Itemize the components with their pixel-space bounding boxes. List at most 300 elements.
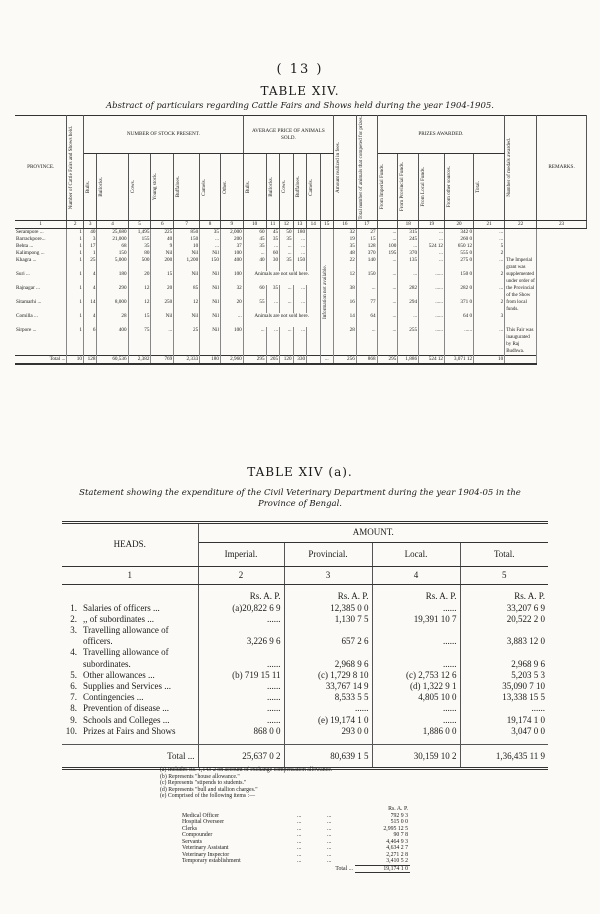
cell-prv: ... bbox=[377, 228, 398, 236]
breakdown-item: Clerks bbox=[182, 825, 198, 832]
cell-med: 5 bbox=[474, 243, 505, 250]
total-loc: 1,886 bbox=[398, 355, 419, 364]
footnote-e: (e) Comprised of the following items :— bbox=[160, 793, 255, 800]
col-local: From Local Funds. bbox=[420, 167, 427, 207]
row-head: Schools and Colleges ... bbox=[80, 715, 198, 726]
comp-unit: Rs. A. P. bbox=[388, 806, 408, 812]
cell-a: 2,000 bbox=[220, 228, 243, 236]
amount-imp: (b) 719 15 11 bbox=[198, 670, 284, 681]
cell-n: 1 bbox=[67, 313, 84, 327]
cell-oth: Nil bbox=[200, 271, 221, 285]
total-young: 2,382 bbox=[128, 355, 151, 364]
col-price-camels: Camels. bbox=[308, 178, 315, 196]
footnote-b: (b) Represents "house allowance." bbox=[160, 773, 240, 780]
col-number: 16 bbox=[334, 220, 357, 228]
remarks-note-2: This Fair was inaugurated by Raj Budhwa. bbox=[505, 327, 537, 356]
total-local: 30,159 10 2 bbox=[372, 745, 460, 769]
cell-cows: 25,680 bbox=[97, 228, 128, 236]
cell-buf: 20 bbox=[151, 285, 174, 299]
amount-header: AMOUNT. bbox=[198, 523, 548, 543]
breakdown-item: Hospital Overseer bbox=[182, 819, 225, 825]
leader-dots: ... bbox=[297, 812, 302, 819]
leader-dots: ... bbox=[297, 825, 302, 832]
amount-loc: 19,391 10 7 bbox=[372, 614, 460, 625]
cell-ttl: 650 12 bbox=[445, 243, 474, 250]
cell-pb: 60 bbox=[243, 285, 266, 299]
unit-total: Rs. A. P. bbox=[514, 591, 545, 602]
amount-imp: 3,226 9 6 bbox=[198, 625, 284, 647]
cell-imp: 140 bbox=[356, 257, 377, 271]
expenditure-row bbox=[62, 681, 548, 692]
cell-pbk: ... bbox=[266, 243, 279, 250]
amount-total: 20,522 2 0 bbox=[506, 613, 545, 624]
heads-header: HEADS. bbox=[62, 523, 198, 567]
cell-pbf: ... bbox=[293, 327, 306, 356]
imperial-header: Imperial. bbox=[198, 543, 284, 567]
cell-bulls: 3 bbox=[83, 236, 96, 243]
cell-young: 12 bbox=[128, 285, 151, 299]
amount-prv: (e) 19,174 1 0 bbox=[284, 715, 372, 726]
total-header: Total. bbox=[460, 543, 548, 567]
amount-loc: ...... bbox=[372, 625, 460, 647]
expenditure-row bbox=[62, 614, 548, 625]
col-number: 4 bbox=[97, 220, 128, 228]
cell-empty bbox=[307, 327, 320, 356]
cell-cam: 1,200 bbox=[174, 257, 200, 271]
remarks-empty bbox=[505, 250, 537, 257]
cell-med: ... bbox=[474, 257, 505, 271]
amount-prv: 12,385 0 0 bbox=[284, 603, 372, 614]
amount-prv: ...... bbox=[284, 703, 372, 714]
table-14a-subtitle bbox=[0, 488, 600, 510]
cell-cam: 150 bbox=[174, 236, 200, 243]
breakdown-item: Servants bbox=[182, 838, 202, 845]
cell-ttl: 150 0 bbox=[445, 271, 474, 285]
cell-pbk: ... bbox=[266, 299, 279, 313]
expenditure-row bbox=[62, 625, 548, 647]
cell-buf: 225 bbox=[151, 228, 174, 236]
amount-imp: ...... bbox=[198, 692, 284, 703]
cell-bulls: 14 bbox=[83, 299, 96, 313]
cell-bulls: 40 bbox=[83, 228, 96, 236]
cell-ttl: 64 0 bbox=[445, 313, 474, 327]
amount-prv: 657 2 6 bbox=[284, 625, 372, 647]
total-label: Total ... bbox=[62, 745, 198, 769]
expenditure-row bbox=[62, 692, 548, 703]
col-total: Total. bbox=[475, 181, 482, 193]
cell-young: 75 bbox=[128, 327, 151, 356]
fair-row bbox=[15, 243, 587, 250]
total-row bbox=[15, 355, 587, 364]
expenditure-row bbox=[62, 715, 548, 726]
row-head: Prevention of disease ... bbox=[80, 703, 198, 714]
cell-empty bbox=[307, 257, 320, 271]
province-cell: Kalimpong ... bbox=[15, 250, 67, 257]
footnote-c: (c) Represents "stipends to students." bbox=[160, 780, 247, 787]
amount-loc: ...... bbox=[372, 715, 460, 726]
breakdown-value: 90 7 8 bbox=[393, 832, 408, 838]
cell-osr: 524 12 bbox=[419, 243, 445, 250]
cell-osr: ... bbox=[419, 228, 445, 236]
not-sold-note: Animals are not sold here. bbox=[243, 271, 320, 285]
col-imperial: From Imperial Funds. bbox=[378, 164, 385, 210]
expenditure-row bbox=[62, 703, 548, 714]
amount-loc: ...... bbox=[372, 647, 460, 669]
col-other: Other. bbox=[221, 180, 228, 194]
cell-prv: ... bbox=[377, 271, 398, 285]
col-number: 10 bbox=[243, 220, 266, 228]
amount-total: 19,174 1 0 bbox=[506, 714, 545, 725]
leader-dots: ... bbox=[297, 819, 302, 825]
province-cell: Rajnagar ... bbox=[15, 285, 67, 299]
total-imperial: 25,637 0 2 bbox=[198, 745, 284, 769]
cell-pbk: 45 bbox=[266, 228, 279, 236]
cell-med: ... bbox=[474, 285, 505, 299]
cell-young: 1,495 bbox=[128, 228, 151, 236]
cell-oth: Nil bbox=[200, 327, 221, 356]
cell-pb: 35 bbox=[243, 243, 266, 250]
cell-osr: ...... bbox=[419, 299, 445, 313]
cell-pc: 35 bbox=[280, 236, 293, 243]
cell-a: ... bbox=[220, 313, 243, 327]
fair-row bbox=[15, 299, 587, 313]
amount-imp: (a)20,822 6 9 bbox=[198, 603, 284, 614]
province-cell: Barrackpore... bbox=[15, 236, 67, 243]
cell-tot: 19 bbox=[334, 236, 357, 243]
total-oth: 180 bbox=[200, 355, 221, 364]
cell-tot: 14 bbox=[334, 313, 357, 327]
cell-ttl: 275 0 bbox=[445, 257, 474, 271]
cell-prv: 195 bbox=[377, 250, 398, 257]
amount-prv: 1,130 7 5 bbox=[284, 614, 372, 625]
total-grand: 1,36,435 11 9 bbox=[460, 745, 548, 769]
cell-loc: ... bbox=[398, 243, 419, 250]
cell-tot: 38 bbox=[334, 285, 357, 299]
cell-bulls: 6 bbox=[83, 327, 96, 356]
provincial-header: Provincial. bbox=[284, 543, 372, 567]
amount-prv: 293 0 0 bbox=[284, 726, 372, 737]
cell-n: 1 bbox=[67, 250, 84, 257]
col-num-fairs: Number of Cattle Fairs and Shows held. bbox=[68, 126, 75, 210]
amount-total: 3,883 12 0 bbox=[506, 636, 545, 647]
row-number: 10. bbox=[65, 725, 77, 736]
amount-imp: ...... bbox=[198, 681, 284, 692]
amount-total: 35,090 7 10 bbox=[502, 680, 545, 691]
col-number-pad bbox=[377, 220, 398, 228]
leader-dots: ... bbox=[327, 858, 332, 865]
cell-cam: Nil bbox=[174, 271, 200, 285]
page-number: ( 13 ) bbox=[276, 62, 324, 77]
cell-loc: 245 bbox=[398, 236, 419, 243]
cell-bulls: 1 bbox=[83, 250, 96, 257]
cell-n: 1 bbox=[67, 299, 84, 313]
cattle-fairs-table bbox=[15, 115, 587, 365]
cell-oth: Nil bbox=[200, 250, 221, 257]
row-number: 4. bbox=[70, 647, 77, 658]
cell-buf: ... bbox=[151, 327, 174, 356]
cell-cam: 10 bbox=[174, 243, 200, 250]
cell-cows: 8,000 bbox=[97, 299, 128, 313]
col-price-buffaloes: Buffaloes. bbox=[294, 176, 301, 198]
col-number: 12 bbox=[280, 220, 293, 228]
cell-young: 12 bbox=[128, 299, 151, 313]
col-cows: Cows. bbox=[129, 180, 136, 194]
cell-n: 1 bbox=[67, 285, 84, 299]
expenditure-row bbox=[62, 670, 548, 681]
cell-pc: 50 bbox=[280, 228, 293, 236]
footnote-d: (d) Represents "bull and stallion charges." bbox=[160, 786, 258, 793]
col-total-animals: Total number of animals that competed for prizes. bbox=[357, 116, 364, 220]
amount-imp: 868 0 0 bbox=[198, 726, 284, 737]
cell-pbf: 180 bbox=[293, 228, 306, 236]
total-imp: 868 bbox=[356, 355, 377, 364]
cell-cows: 21,000 bbox=[97, 236, 128, 243]
cell-oth: Nil bbox=[200, 299, 221, 313]
remarks-empty bbox=[505, 355, 537, 364]
cell-pb: 40 bbox=[243, 257, 266, 271]
amount-prv: 2,968 9 6 bbox=[284, 647, 372, 669]
amount-prv: 8,533 5 5 bbox=[284, 692, 372, 703]
col-number: 22 bbox=[505, 220, 537, 228]
fair-row bbox=[15, 327, 587, 356]
breakdown-row bbox=[180, 858, 410, 865]
total-prv: 295 bbox=[377, 355, 398, 364]
total-a: 2,960 bbox=[220, 355, 243, 364]
cell-imp: 27 bbox=[356, 228, 377, 236]
cell-pbf: ... bbox=[293, 299, 306, 313]
amount-loc: ...... bbox=[372, 703, 460, 714]
total-pbf: 330 bbox=[293, 355, 306, 364]
total-cam: 2,333 bbox=[174, 355, 200, 364]
comp-total-label: Total ... bbox=[335, 865, 353, 872]
cell-oth: Nil bbox=[200, 285, 221, 299]
info-not-available bbox=[320, 228, 333, 355]
cell-pc: ... bbox=[280, 299, 293, 313]
row-number: 3. bbox=[70, 624, 77, 635]
cell-osr: ... bbox=[419, 250, 445, 257]
cell-ttl: 342 0 bbox=[445, 228, 474, 236]
unit-provincial: Rs. A. P. bbox=[284, 585, 372, 603]
cell-cows: 28 bbox=[97, 313, 128, 327]
table-14-title: TABLE XIV. bbox=[260, 84, 340, 98]
cell-prv: ... bbox=[377, 285, 398, 299]
cell-tot: 48 bbox=[334, 250, 357, 257]
cell-loc: 370 bbox=[398, 250, 419, 257]
column-numbers-row bbox=[15, 220, 587, 228]
not-sold-note: Animals are not sold here. bbox=[243, 313, 320, 327]
cell-n: 1 bbox=[67, 327, 84, 356]
breakdown-value: 2,271 2 8 bbox=[386, 851, 408, 858]
col-number: 17 bbox=[356, 220, 377, 228]
cell-buf: 15 bbox=[151, 271, 174, 285]
cell-osr: ... bbox=[419, 257, 445, 271]
breakdown-value: 792 9 3 bbox=[390, 812, 408, 819]
col-number: 7 bbox=[174, 220, 200, 228]
col-number: 14 bbox=[307, 220, 320, 228]
cell-a: 400 bbox=[220, 257, 243, 271]
cell-pc: ... bbox=[280, 327, 293, 356]
fair-row bbox=[15, 313, 587, 327]
province-cell: Suri ... bbox=[15, 271, 67, 285]
leader-dots: ... bbox=[327, 838, 332, 845]
cell-young: 500 bbox=[128, 257, 151, 271]
cell-imp: 128 bbox=[356, 243, 377, 250]
amount-prv: (c) 1,729 8 10 bbox=[284, 670, 372, 681]
cell-cows: 290 bbox=[97, 285, 128, 299]
footnote-a: (a) Includes Rs. 1,143-2 on account of exchange compensation allowance. bbox=[160, 767, 333, 773]
amount-total: 2,968 9 6 bbox=[511, 658, 545, 669]
amount-loc: (c) 2,753 12 6 bbox=[372, 670, 460, 681]
cell-osr: ... bbox=[419, 236, 445, 243]
cell-med: ... bbox=[474, 228, 505, 236]
cell-osr: ...... bbox=[419, 271, 445, 285]
cell-young: 35 bbox=[128, 243, 151, 250]
province-cell: Serampore ... bbox=[15, 228, 67, 236]
cell-ttl: 282 0 bbox=[445, 285, 474, 299]
col-number: 23 bbox=[537, 220, 587, 228]
row-head: Other allowances ... bbox=[80, 670, 198, 681]
breakdown-value: 515 0 0 bbox=[390, 819, 408, 825]
amount-prv: 33,767 14 9 bbox=[284, 681, 372, 692]
col-number: 15 bbox=[320, 220, 333, 228]
cell-tot: 35 bbox=[334, 243, 357, 250]
cell-osr: ...... bbox=[419, 313, 445, 327]
cell-pbk: 30 bbox=[266, 257, 279, 271]
province-cell: Comilla ... bbox=[15, 313, 67, 327]
cell-med: ... bbox=[474, 236, 505, 243]
breakdown-item: Temporary establishment bbox=[182, 858, 241, 865]
cell-osr: ...... bbox=[419, 327, 445, 356]
row-head: Prizes at Fairs and Shows bbox=[80, 726, 198, 737]
col-number: 13 bbox=[293, 220, 306, 228]
cell-cows: 400 bbox=[97, 327, 128, 356]
cell-cam: 12 bbox=[174, 299, 200, 313]
cell-tot: 16 bbox=[334, 299, 357, 313]
col-other-sources: From other sources. bbox=[446, 166, 453, 208]
breakdown-value: 3,410 5 2 bbox=[386, 858, 408, 864]
leader-dots: ... bbox=[297, 832, 302, 838]
cell-ttl: 371 0 bbox=[445, 299, 474, 313]
cell-med: 2 bbox=[474, 271, 505, 285]
col-bullocks: Bullocks. bbox=[98, 177, 105, 197]
amount-imp: ...... bbox=[198, 703, 284, 714]
leader-dots: ... bbox=[297, 858, 302, 865]
cell-pc: ... bbox=[280, 243, 293, 250]
price-group-header: AVERAGE PRICE OF ANIMALS SOLD. bbox=[243, 116, 333, 154]
province-cell: Sitamarhi ... bbox=[15, 299, 67, 313]
cell-a: 32 bbox=[220, 285, 243, 299]
cell-cam: 850 bbox=[174, 228, 200, 236]
cell-cam: 85 bbox=[174, 285, 200, 299]
total-pbk: 205 bbox=[266, 355, 279, 364]
total-med: 10 bbox=[474, 355, 505, 364]
cell-oth: 35 bbox=[200, 228, 221, 236]
cell-med: ... bbox=[474, 327, 505, 356]
row-number: 9. bbox=[70, 714, 77, 725]
breakdown-value: 4,464 9 3 bbox=[386, 838, 408, 845]
comp-total: 19,174 1 0 bbox=[355, 865, 410, 873]
col-bulls: Bulls. bbox=[84, 180, 91, 194]
total-ttl: 3,071 12 bbox=[445, 355, 474, 364]
schools-breakdown-table bbox=[180, 806, 410, 873]
row-head: Travelling allowance of officers. bbox=[80, 625, 198, 647]
fair-row bbox=[15, 257, 587, 271]
cell-a: 100 bbox=[220, 250, 243, 257]
cell-tot: 22 bbox=[334, 257, 357, 271]
cell-tot: 28 bbox=[334, 327, 357, 356]
row-head: Contingencies ... bbox=[80, 692, 198, 703]
unit-imperial: Rs. A. P. bbox=[198, 585, 284, 603]
col-number: 8 bbox=[200, 220, 221, 228]
cell-n: 1 bbox=[67, 271, 84, 285]
leader-dots: ... bbox=[327, 851, 332, 858]
cell-pbk: 60 bbox=[266, 250, 279, 257]
cell-med: 2 bbox=[474, 299, 505, 313]
cell-empty bbox=[307, 236, 320, 243]
cell-empty bbox=[307, 355, 320, 364]
cell-buf: 40 bbox=[151, 236, 174, 243]
cell-osr: ...... bbox=[419, 285, 445, 299]
cell-pbk: 35 bbox=[266, 236, 279, 243]
leader-dots: ... bbox=[297, 838, 302, 845]
amount-imp: ...... bbox=[198, 647, 284, 669]
col-number: 11 bbox=[266, 220, 279, 228]
footnotes bbox=[160, 767, 332, 800]
cell-bulls: 17 bbox=[83, 243, 96, 250]
cell-imp: 77 bbox=[356, 299, 377, 313]
col-num-1: 1 bbox=[62, 567, 198, 585]
col-amount: Amount realized in fees. bbox=[335, 142, 341, 194]
table-14-subtitle: Abstract of particulars regarding Cattle Fairs and Shows held during the year 1904-1905. bbox=[106, 101, 494, 111]
cell-n: 1 bbox=[67, 228, 84, 236]
cell-pbf: 150 bbox=[293, 257, 306, 271]
leader-dots: ... bbox=[297, 851, 302, 858]
amount-total: 3,047 0 0 bbox=[511, 725, 545, 736]
cell-buf: 9 bbox=[151, 243, 174, 250]
amount-imp: ...... bbox=[198, 715, 284, 726]
cell-a: 200 bbox=[220, 236, 243, 243]
cell-young: 80 bbox=[128, 250, 151, 257]
cell-pb: 60 bbox=[243, 228, 266, 236]
cell-cam: 25 bbox=[174, 327, 200, 356]
cell-empty bbox=[307, 228, 320, 236]
cell-oth: ... bbox=[200, 236, 221, 243]
cell-pc: ... bbox=[280, 250, 293, 257]
cell-ttl: ...... bbox=[445, 327, 474, 356]
col-number: 3 bbox=[83, 220, 96, 228]
province-cell: Sirpore ... bbox=[15, 327, 67, 356]
total-cows: 60,536 bbox=[97, 355, 128, 364]
cell-buf: 250 bbox=[151, 299, 174, 313]
col-num-4: 4 bbox=[372, 567, 460, 585]
cell-a: 100 bbox=[220, 327, 243, 356]
stock-group-header: NUMBER OF STOCK PRESENT. bbox=[83, 116, 243, 154]
cell-loc: ... bbox=[398, 271, 419, 285]
col-young-stock: Young stock. bbox=[152, 173, 159, 201]
remarks-note-1: The Imperial grant was supplemented under order of the Provincial of the Show from local funds. bbox=[506, 257, 535, 312]
cell-young: 15 bbox=[128, 313, 151, 327]
fair-row bbox=[15, 228, 587, 236]
amount-total: ...... bbox=[531, 703, 545, 714]
cell-buf: Nil bbox=[151, 250, 174, 257]
expenditure-row bbox=[62, 726, 548, 737]
amount-total: 33,207 6 9 bbox=[506, 602, 545, 613]
expenditure-row bbox=[62, 603, 548, 614]
total-buf: 769 bbox=[151, 355, 174, 364]
row-number: 1. bbox=[70, 602, 77, 613]
remarks-empty bbox=[505, 243, 537, 250]
cell-prv: ... bbox=[377, 313, 398, 327]
